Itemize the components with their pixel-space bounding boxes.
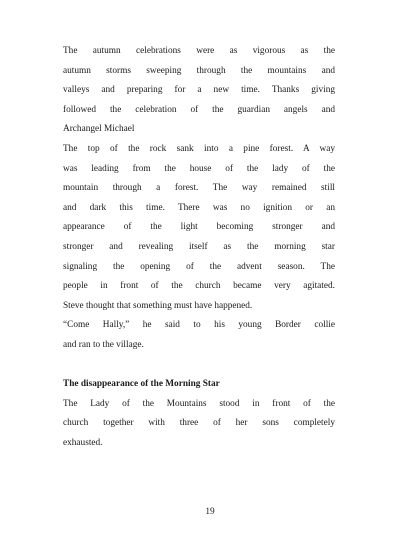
text-line: “Come Hally,” he said to his young Border collie [63,320,335,331]
text-line: The Lady of the Mountains stood in front of the [63,398,335,409]
paragraph-1 [63,42,335,140]
text-line: stronger and revealing itself as the morning star [63,241,335,252]
text-line: exhausted. [63,437,103,448]
text-line: and ran to the village. [63,339,144,350]
text-line: appearance of the light becoming stronger and [63,222,335,233]
text-line: followed the celebration of the guardian angels and [63,104,335,115]
section-spacer [63,356,335,376]
text-line: Archangel Michael [63,124,135,135]
text-line: people in front of the church became very agitated. [63,281,335,292]
text-line: The top of the rock sank into a pine forest. A way [63,143,335,154]
section-heading: The disappearance of the Morning Star [63,379,220,390]
text-line: and dark this time. There was no ignition or an [63,202,335,213]
text-line: was leading from the house of the lady of the [63,163,335,174]
text-line: autumn storms sweeping through the mountains and [63,65,335,76]
text-line: mountain through a forest. The way remained still [63,183,335,194]
paragraph-4 [63,395,335,454]
text-line: signaling the opening of the advent season. The [63,261,335,272]
paragraph-3 [63,316,335,355]
page-body [63,42,335,453]
paragraph-2 [63,140,335,316]
text-line: church together with three of her sons completely [63,418,335,429]
text-line: The autumn celebrations were as vigorous as the [63,46,335,56]
text-line: valleys and preparing for a new time. Thanks giving [63,85,335,96]
page-number: 19 [205,507,215,517]
text-line: Steve thought that something must have happened. [63,300,253,311]
